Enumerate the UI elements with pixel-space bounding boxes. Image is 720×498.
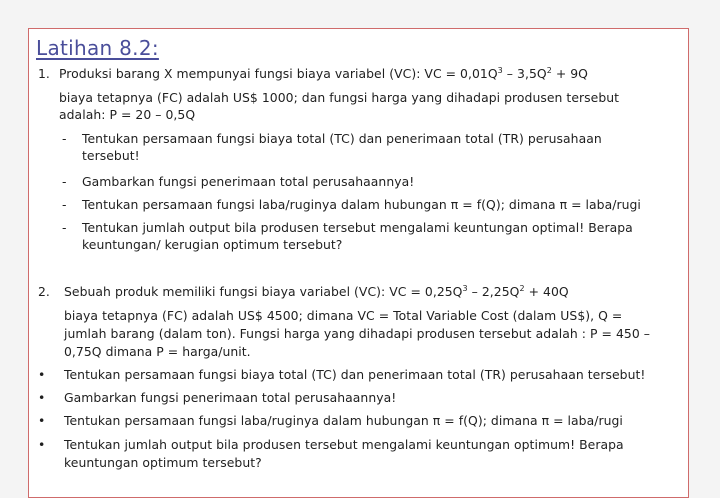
q1-statement-line-2: biaya tetapnya (FC) adalah US$ 1000; dan fungsi harga yang dihadapi produsen tersebut (59, 90, 620, 105)
q2-task-3: Tentukan persamaan fungsi laba/ruginya dalam hubungan π = f(Q); dimana π = laba/rugi (64, 413, 623, 428)
q2-statement-line-2: biaya tetapnya (FC) adalah US$ 4500; dimana VC = Total Variable Cost (dalam US$), Q = (64, 308, 623, 323)
q1-task-4-line-1: Tentukan jumlah output bila produsen tersebut mengalami keuntungan optimal! Berapa (82, 220, 633, 235)
q1-task-3-dash: - (62, 197, 67, 212)
q2-task-3-bullet: • (38, 413, 46, 428)
q1-task-2-dash: - (62, 174, 67, 189)
q1-task-4-line-2: keuntungan/ kerugian optimum tersebut? (82, 237, 343, 252)
q2-task-1: Tentukan persamaan fungsi biaya total (TC) dan penerimaan total (TR) perusahaan tersebut! (64, 367, 646, 382)
q2-task-4-bullet: • (38, 437, 46, 452)
q1-task-3: Tentukan persamaan fungsi laba/ruginya dalam hubungan π = f(Q); dimana π = laba/rugi (82, 197, 641, 212)
q1-task-1-line-2: tersebut! (82, 148, 140, 163)
q2-task-2: Gambarkan fungsi penerimaan total perusahaannya! (64, 390, 397, 405)
q1-task-4-dash: - (62, 220, 67, 235)
q1-number: 1. (38, 66, 50, 81)
q2-statement-line-4: 0,75Q dimana P = harga/unit. (64, 344, 251, 359)
q1-statement-line-1: Produksi barang X mempunyai fungsi biaya variabel (VC): VC = $0,01Q^3 - 3,5Q^2 + 9Q$ (59, 66, 588, 81)
q1-task-1-line-1: Tentukan persamaan fungsi biaya total (TC) dan penerimaan total (TR) perusahaan (82, 131, 602, 146)
q2-task-1-bullet: • (38, 367, 46, 382)
page-title: Latihan 8.2: (36, 36, 159, 60)
q2-task-2-bullet: • (38, 390, 46, 405)
q2-number: 2. (38, 284, 50, 299)
q1-statement-line-3: adalah: P = 20 – 0,5Q (59, 107, 196, 122)
q2-task-4-line-2: keuntungan optimum tersebut? (64, 455, 262, 470)
q2-statement-line-3: jumlah barang (dalam ton). Fungsi harga yang dihadapi produsen tersebut adalah : P = 450 – (64, 326, 650, 341)
q1-task-2: Gambarkan fungsi penerimaan total perusahaannya! (82, 174, 415, 189)
q2-task-4-line-1: Tentukan jumlah output bila produsen tersebut mengalami keuntungan optimum! Berapa (64, 437, 624, 452)
q1-task-1-dash: - (62, 131, 67, 146)
q2-statement-line-1: Sebuah produk memiliki fungsi biaya variabel (VC): VC = $0,25Q^3 - 2,25Q^2 + 40Q$ (64, 284, 569, 299)
